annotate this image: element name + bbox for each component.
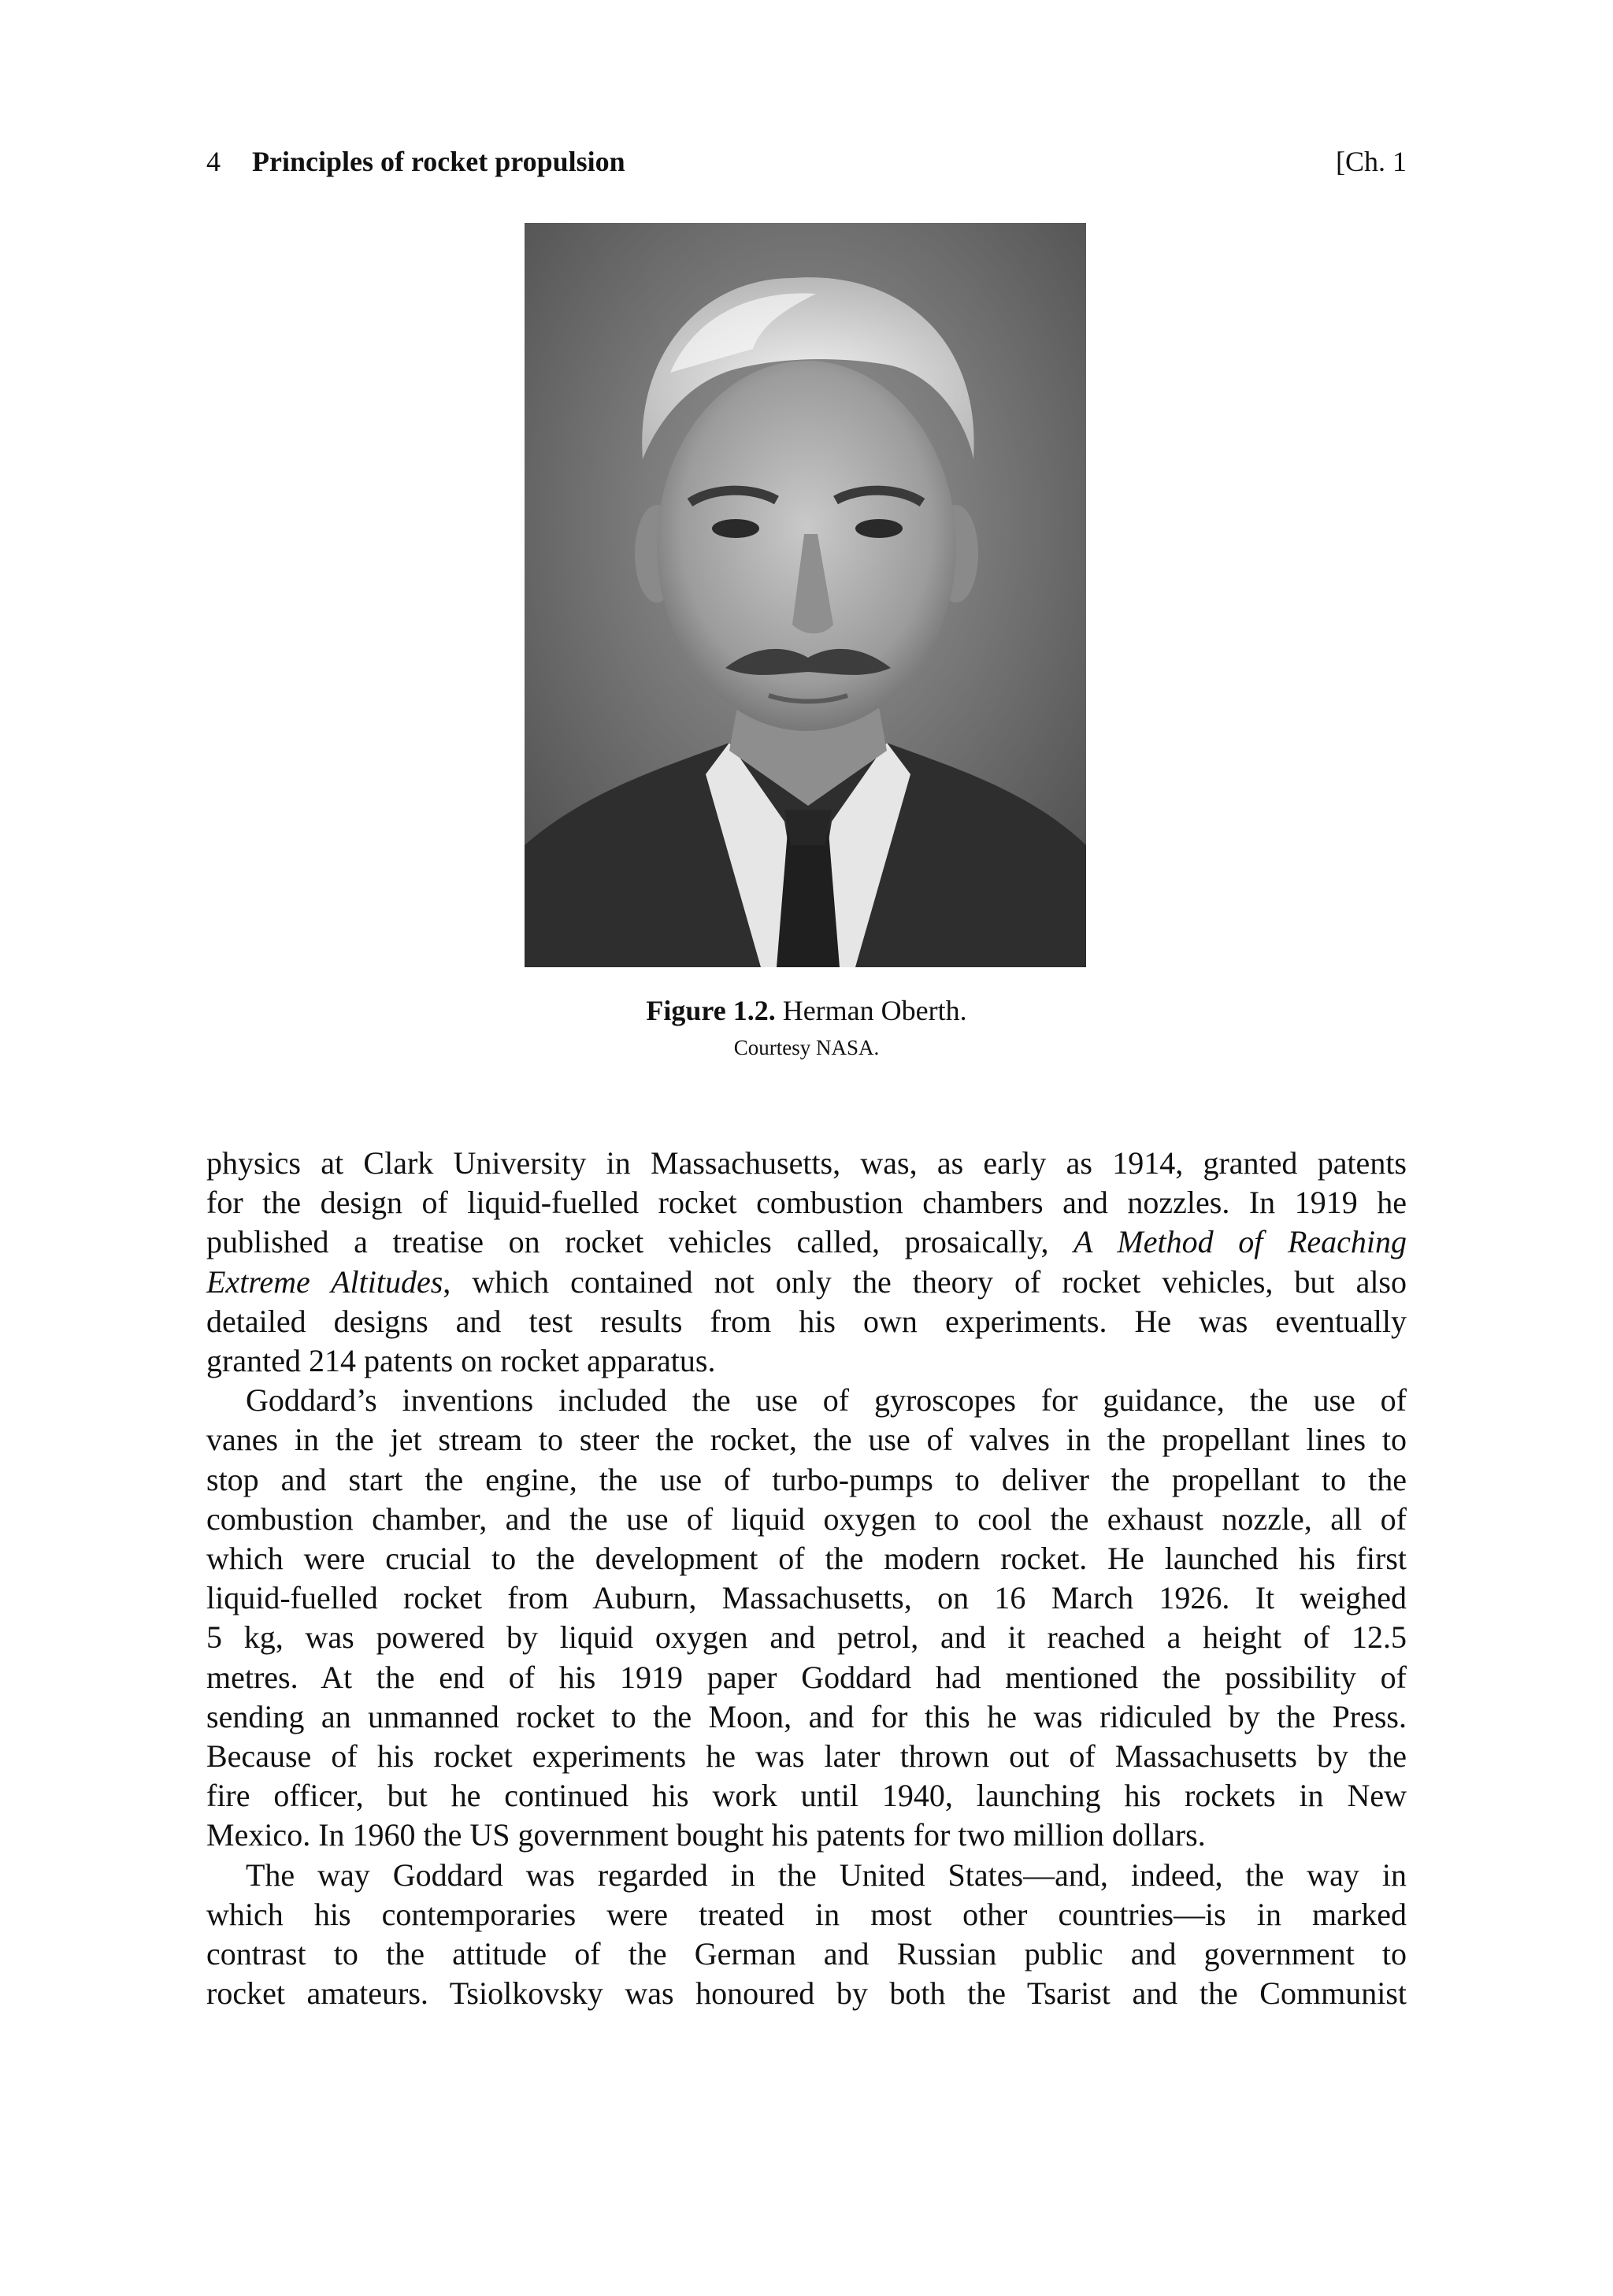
page-number: 4	[206, 146, 221, 177]
text-line: stop and start the engine, the use of turbo-pumps to deliver the propellant to the	[206, 1461, 1407, 1497]
text-line: contrast to the attitude of the German and Russian public and government to	[206, 1936, 1407, 1972]
italic-title: A Method of Reaching	[1073, 1224, 1407, 1260]
paragraph	[206, 1144, 1407, 1381]
text-fragment: published a treatise on rocket vehicles called, prosaically,	[206, 1224, 1049, 1260]
text-line: which his contemporaries were treated in most other countries—is in marked	[206, 1896, 1407, 1932]
figure-credit: Courtesy NASA.	[733, 1036, 880, 1059]
figure-label: Figure 1.2.	[646, 995, 776, 1026]
text-line: Because of his rocket experiments he was later thrown out of Massachusetts by the	[206, 1738, 1407, 1775]
text-line: for the design of liquid-fuelled rocket combustion chambers and nozzles. In 1919 he	[206, 1185, 1407, 1221]
running-header	[206, 142, 1407, 181]
text-line: which were crucial to the development of the modern rocket. He launched his first	[206, 1541, 1407, 1577]
text-line: combustion chamber, and the use of liquid oxygen to cool the exhaust nozzle, all of	[206, 1500, 1407, 1537]
body-text	[206, 1144, 1407, 2013]
text-line: liquid-fuelled rocket from Auburn, Massachusetts, on 16 March 1926. It weighed	[206, 1580, 1407, 1616]
italic-title: Extreme Altitudes	[206, 1263, 443, 1300]
chapter-label: [Ch. 1	[1336, 146, 1407, 177]
text-line: rocket amateurs. Tsiolkovsky was honoured by both the Tsarist and the Communist	[206, 1975, 1407, 2012]
text-fragment: , which contained not only the theory of rocket vehicles, but also	[443, 1263, 1407, 1300]
figure-caption	[0, 991, 1613, 1030]
portrait-photo	[525, 223, 1086, 967]
text-line: Mexico. In 1960 the US government bought his patents for two million dollars.	[206, 1817, 1206, 1853]
figure-caption-text: Herman Oberth.	[782, 995, 967, 1026]
text-line	[206, 1222, 1407, 1262]
text-line: detailed designs and test results from his own experiments. He was eventually	[206, 1303, 1407, 1339]
text-line: physics at Clark University in Massachusetts, was, as early as 1914, granted patents	[206, 1145, 1407, 1181]
text-line: Goddard’s inventions included the use of gyroscopes for guidance, the use of	[246, 1382, 1407, 1419]
text-line: sending an unmanned rocket to the Moon, and for this he was ridiculed by the Press.	[206, 1698, 1407, 1734]
text-line: vanes in the jet stream to steer the rocket, the use of valves in the propellant lines to	[206, 1422, 1407, 1458]
text-line	[206, 1263, 1407, 1302]
text-line: 5 kg, was powered by liquid oxygen and petrol, and it reached a height of 12.5	[206, 1619, 1407, 1656]
portrait-illustration	[525, 223, 1086, 967]
paragraph	[206, 1856, 1407, 2014]
text-line: fire officer, but he continued his work until 1940, launching his rockets in New	[206, 1778, 1407, 1814]
text-line: granted 214 patents on rocket apparatus.	[206, 1343, 716, 1379]
running-title: Principles of rocket propulsion	[252, 146, 625, 177]
text-line: The way Goddard was regarded in the United States—and, indeed, the way in	[246, 1856, 1407, 1893]
paragraph	[206, 1381, 1407, 1855]
text-line: metres. At the end of his 1919 paper Goddard had mentioned the possibility of	[206, 1659, 1407, 1695]
